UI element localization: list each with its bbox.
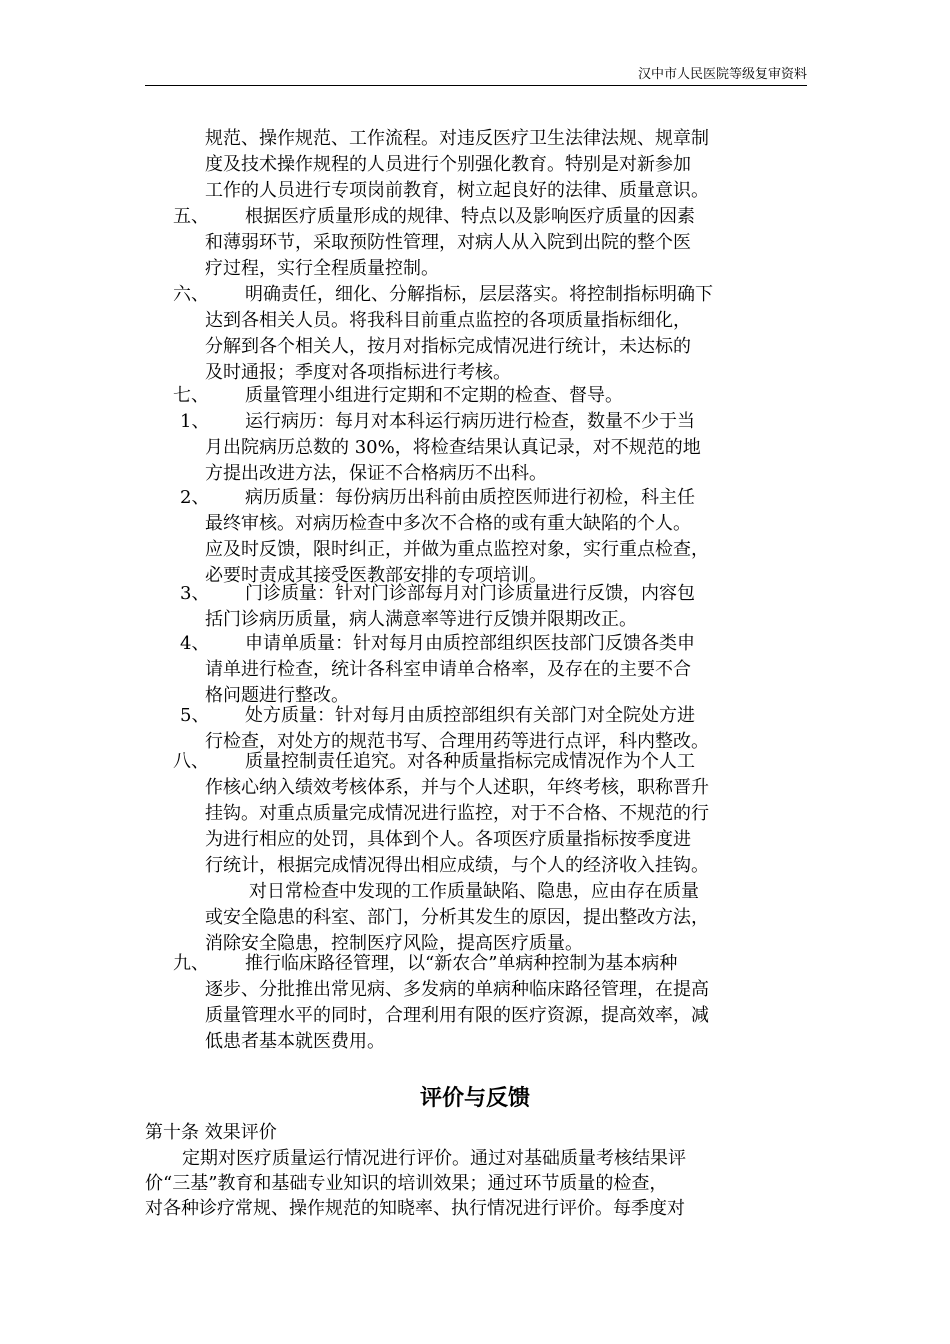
article-line: 价“三基”教育和基础专业知识的培训效果；通过环节质量的检查，: [145, 1173, 668, 1194]
text-line: 月出院病历总数的 30%，将检查结果认真记录，对不规范的地: [205, 437, 701, 458]
article-line: 定期对医疗质量运行情况进行评价。通过对基础质量考核结果评: [182, 1148, 686, 1169]
text-line: 和薄弱环节，采取预防性管理，对病人从入院到出院的整个医: [205, 232, 691, 253]
text-line: 运行病历：每月对本科运行病历进行检查，数量不少于当: [245, 411, 695, 432]
text-line: 达到各相关人员。将我科目前重点监控的各项质量指标细化，: [205, 310, 691, 331]
text-line: 推行临床路径管理，以“新农合”单病种控制为基本病种: [245, 953, 678, 974]
text-line: 质量管理小组进行定期和不定期的检查、督导。: [245, 385, 623, 406]
item-marker: 3、: [180, 583, 210, 604]
item-marker: 六、: [173, 284, 209, 305]
article-heading: 第十条 效果评价: [145, 1122, 277, 1143]
item-marker: 5、: [180, 705, 210, 726]
text-line: 申请单质量：针对每月由质控部组织医技部门反馈各类申: [245, 633, 695, 654]
text-line: 明确责任，细化、分解指标，层层落实。将控制指标明确下: [245, 284, 713, 305]
item-marker: 4、: [180, 633, 210, 654]
text-line: 逐步、分批推出常见病、多发病的单病种临床路径管理，在提高: [205, 979, 709, 1000]
text-line: 消除安全隐患，控制医疗风险，提高医疗质量。: [205, 933, 583, 954]
text-line: 门诊质量：针对门诊部每月对门诊质量进行反馈，内容包: [245, 583, 695, 604]
item-marker: 2、: [180, 487, 210, 508]
text-line: 行统计，根据完成情况得出相应成绩，与个人的经济收入挂钩。: [205, 855, 709, 876]
text-line: 质量管理水平的同时，合理利用有限的医疗资源，提高效率，减: [205, 1005, 709, 1026]
text-line: 或安全隐患的科室、部门，分析其发生的原因，提出整改方法，: [205, 907, 709, 928]
header-text: 汉中市人民医院等级复审资料: [637, 67, 807, 82]
item-marker: 七、: [173, 385, 209, 406]
text-line: 必要时责成其接受医教部安排的专项培训。: [205, 565, 547, 586]
text-line: 行检查，对处方的规范书写、合理用药等进行点评，科内整改。: [205, 731, 709, 752]
text-line: 质量控制责任追究。对各种质量指标完成情况作为个人工: [245, 751, 695, 772]
text-line: 挂钩。对重点质量完成情况进行监控，对于不合格、不规范的行: [205, 803, 709, 824]
text-line: 作核心纳入绩效考核体系，并与个人述职，年终考核，职称晋升: [205, 777, 709, 798]
text-line: 病历质量：每份病历出科前由质控医师进行初检，科主任: [245, 487, 695, 508]
text-line: 规范、操作规范、工作流程。对违反医疗卫生法律法规、规章制: [205, 128, 709, 149]
text-line: 分解到各个相关人，按月对指标完成情况进行统计，未达标的: [205, 336, 691, 357]
text-line: 为进行相应的处罚，具体到个人。各项医疗质量指标按季度进: [205, 829, 691, 850]
text-line: 括门诊病历质量，病人满意率等进行反馈并限期改正。: [205, 609, 637, 630]
item-marker: 五、: [173, 206, 209, 227]
item-marker: 1、: [180, 411, 210, 432]
text-line: 方提出改进方法，保证不合格病历不出科。: [205, 463, 547, 484]
section-title: 评价与反馈: [419, 1086, 530, 1111]
item-marker: 九、: [173, 953, 209, 974]
page-header: [145, 63, 807, 86]
text-line: 工作的人员进行专项岗前教育，树立起良好的法律、质量意识。: [205, 180, 709, 201]
text-line: 度及技术操作规程的人员进行个别强化教育。特别是对新参加: [205, 154, 691, 175]
text-line: 低患者基本就医费用。: [205, 1031, 385, 1052]
text-line: 根据医疗质量形成的规律、特点以及影响医疗质量的因素: [245, 206, 695, 227]
text-line: 疗过程，实行全程质量控制。: [205, 258, 439, 279]
text-line: 及时通报；季度对各项指标进行考核。: [205, 362, 511, 383]
text-line: 请单进行检查，统计各科室申请单合格率，及存在的主要不合: [205, 659, 691, 680]
text-line: 对日常检查中发现的工作质量缺陷、隐患，应由存在质量: [249, 881, 699, 902]
text-line: 应及时反馈，限时纠正，并做为重点监控对象，实行重点检查，: [205, 539, 709, 560]
article-line: 对各种诊疗常规、操作规范的知晓率、执行情况进行评价。每季度对: [145, 1198, 685, 1219]
text-line: 处方质量：针对每月由质控部组织有关部门对全院处方进: [245, 705, 695, 726]
text-line: 格问题进行整改。: [205, 685, 349, 706]
text-line: 最终审核。对病历检查中多次不合格的或有重大缺陷的个人。: [205, 513, 691, 534]
item-marker: 八、: [173, 751, 209, 772]
